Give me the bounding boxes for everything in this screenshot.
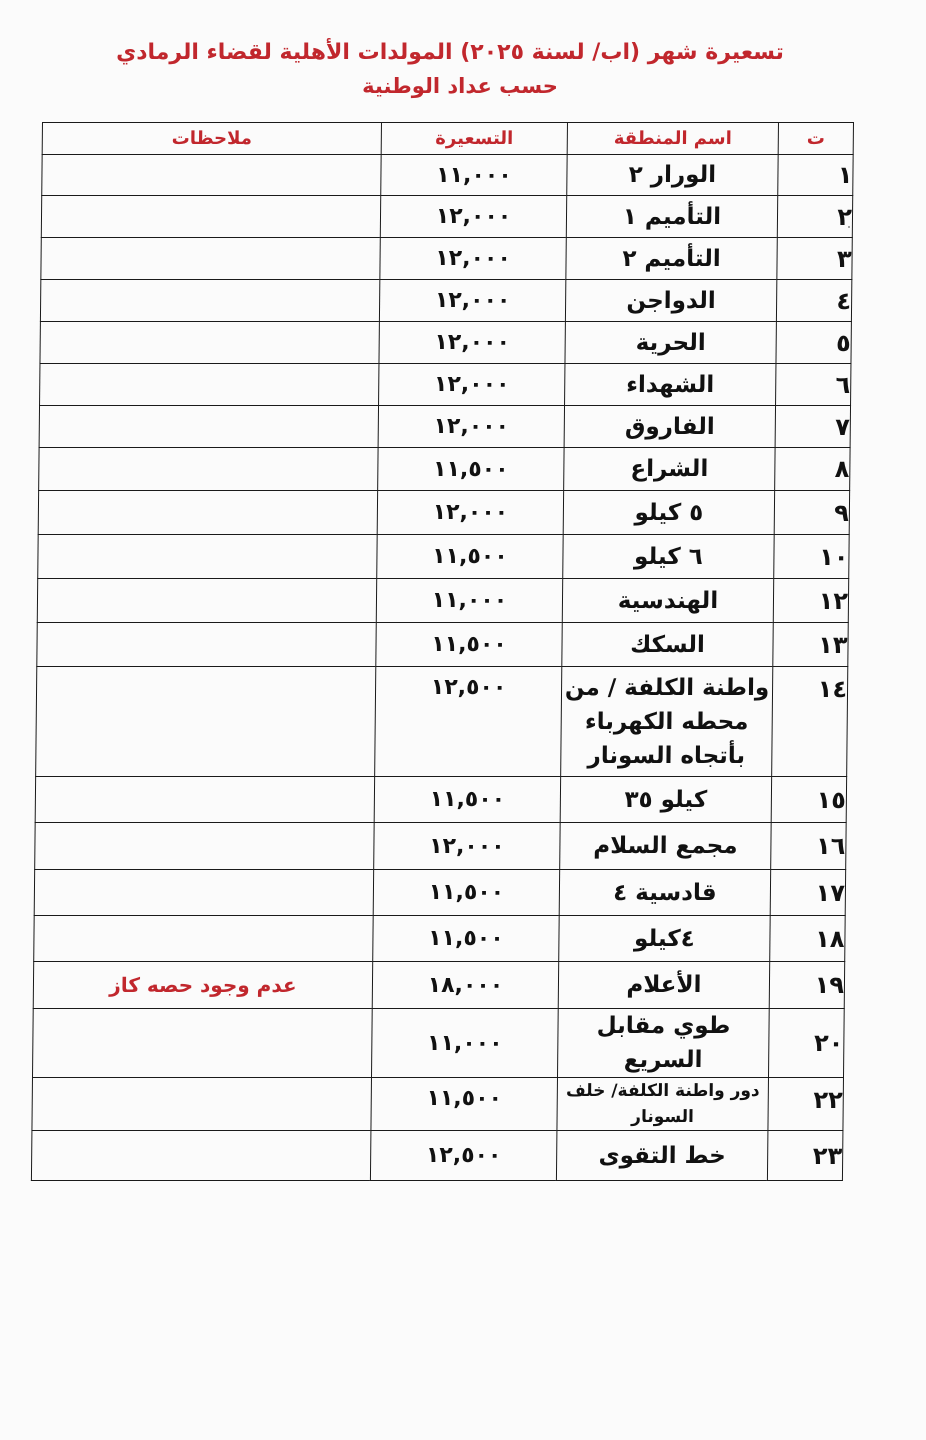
row-note <box>39 406 378 448</box>
table-row <box>41 196 852 238</box>
table-row <box>38 535 849 579</box>
row-area-name: الحرية <box>565 322 776 364</box>
table-row <box>37 623 848 667</box>
row-index: ٨ <box>775 448 850 491</box>
row-note <box>40 364 379 406</box>
row-area-name: الورار ٢ <box>567 155 778 196</box>
row-area-name: كيلو ٣٥ <box>560 777 771 823</box>
table-row <box>40 322 851 364</box>
row-price: ١٢,٠٠٠ <box>379 364 565 406</box>
row-note <box>41 238 380 280</box>
table-row <box>35 777 846 823</box>
row-index: ١٦ <box>771 823 846 870</box>
row-area-name: خط التقوى <box>556 1131 768 1181</box>
row-index: ١٤ <box>772 667 848 777</box>
row-index: ٢٢ <box>768 1078 844 1131</box>
row-price: ١١,٥٠٠ <box>371 1078 558 1131</box>
row-price: ١١,٥٠٠ <box>373 916 559 962</box>
table-header-row <box>42 123 853 155</box>
row-price: ١١,٥٠٠ <box>378 448 564 491</box>
row-area-name: السكك <box>562 623 773 667</box>
row-note <box>39 448 378 491</box>
row-price: ١١,٥٠٠ <box>377 535 563 579</box>
table-row <box>33 962 844 1009</box>
row-index: ٦ <box>776 364 851 406</box>
row-note <box>34 916 373 962</box>
row-index: ٥ <box>776 322 851 364</box>
row-area-line: دور واطنة الكلفة/ خلف <box>565 1081 760 1101</box>
table-row <box>41 238 852 280</box>
header-index: ت <box>778 123 853 155</box>
row-area-name: التأميم ١ <box>566 196 777 238</box>
row-note <box>40 280 379 322</box>
row-area-name: الفاروق <box>564 406 775 448</box>
row-index: ١٠ <box>774 535 849 579</box>
row-price: ١٢,٥٠٠ <box>375 667 562 777</box>
row-index: ٧ <box>775 406 850 448</box>
table-row <box>31 1131 843 1181</box>
row-index: ١٩ <box>769 962 844 1009</box>
row-area-name: الشراع <box>564 448 775 491</box>
row-note <box>42 155 381 196</box>
table-row <box>32 1009 844 1078</box>
row-price: ١٢,٠٠٠ <box>377 491 563 535</box>
row-price: ١١,٠٠٠ <box>381 155 567 196</box>
row-price: ١١,٥٠٠ <box>376 623 562 667</box>
row-note <box>35 777 374 823</box>
row-index: ٣ <box>777 238 852 280</box>
row-note <box>41 196 380 238</box>
row-index: ٢٣ <box>767 1131 843 1181</box>
header-notes: ملاحظات <box>42 123 381 155</box>
row-note <box>34 870 373 916</box>
row-price: ١٢,٠٠٠ <box>380 196 566 238</box>
row-index: ٩ <box>774 491 849 535</box>
row-area-name: طوي مقابل السريع <box>557 1009 769 1078</box>
row-price: ١١,٠٠٠ <box>376 579 562 623</box>
row-area-name: الأعلام <box>558 962 769 1009</box>
row-note <box>38 535 377 579</box>
row-area-name: ٦ كيلو <box>563 535 774 579</box>
row-index: ١٣ <box>773 623 848 667</box>
header-area: اسم المنطقة <box>567 123 778 155</box>
row-area-line: بأتجاه السونار <box>587 742 746 769</box>
row-index: ٢ <box>777 196 852 238</box>
row-price: ١٨,٠٠٠ <box>372 962 558 1009</box>
row-note <box>35 823 374 870</box>
row-area-name: الهندسية <box>562 579 773 623</box>
row-area-name: الدواجن <box>565 280 776 322</box>
row-price: ١٢,٠٠٠ <box>374 823 560 870</box>
row-area-name <box>557 1078 769 1131</box>
row-note <box>38 491 377 535</box>
page-title: تسعيرة شهر (اب/ لسنة ٢٠٢٥) المولدات الأهلية لقضاء الرمادي <box>116 40 784 65</box>
row-note <box>40 322 379 364</box>
row-index: ١٧ <box>770 870 845 916</box>
table-row <box>42 155 853 196</box>
row-area-line: محطه الكهرباء <box>584 708 749 735</box>
table-row <box>36 667 848 777</box>
row-price: ١٢,٠٠٠ <box>378 406 564 448</box>
row-area-name: الشهداء <box>565 364 776 406</box>
table-row <box>34 916 845 962</box>
row-price: ١٢,٠٠٠ <box>379 280 565 322</box>
row-index: ١٨ <box>770 916 845 962</box>
table-row <box>38 491 849 535</box>
row-note <box>37 623 376 667</box>
row-area-name <box>561 667 773 777</box>
row-note <box>31 1131 371 1181</box>
price-table <box>31 122 854 1181</box>
row-note <box>32 1078 372 1131</box>
row-note <box>32 1009 372 1078</box>
row-note <box>36 667 376 777</box>
table-row <box>39 448 850 491</box>
table-row <box>40 280 851 322</box>
table-row <box>40 364 851 406</box>
row-index: ١٥ <box>771 777 846 823</box>
row-price: ١١,٠٠٠ <box>371 1009 558 1078</box>
row-index: ٢٠ <box>768 1009 844 1078</box>
row-area-name: ٥ كيلو <box>563 491 774 535</box>
row-price: ١٢,٠٠٠ <box>380 238 566 280</box>
row-price: ١٢,٠٠٠ <box>379 322 565 364</box>
row-note <box>37 579 376 623</box>
row-index: ١ <box>778 155 853 196</box>
row-index: ٤ <box>776 280 851 322</box>
row-note: عدم وجود حصه كاز <box>33 962 372 1009</box>
table-row <box>37 579 848 623</box>
row-area-name: مجمع السلام <box>560 823 771 870</box>
row-area-line: واطنة الكلفة / من <box>564 674 770 701</box>
row-index: ١٢ <box>773 579 848 623</box>
row-price: ١١,٥٠٠ <box>373 870 559 916</box>
header-price: التسعيرة <box>381 123 567 155</box>
row-area-name: التأميم ٢ <box>566 238 777 280</box>
row-area-line: السونار <box>631 1107 695 1127</box>
row-area-name: ٤كيلو <box>559 916 770 962</box>
table-row <box>32 1078 844 1131</box>
row-price: ١٢,٥٠٠ <box>370 1131 557 1181</box>
table-row <box>39 406 850 448</box>
table-row <box>34 870 845 916</box>
page-subtitle: حسب عداد الوطنية <box>362 74 558 98</box>
row-area-name: قادسية ٤ <box>559 870 770 916</box>
row-price: ١١,٥٠٠ <box>374 777 560 823</box>
table-row <box>35 823 846 870</box>
